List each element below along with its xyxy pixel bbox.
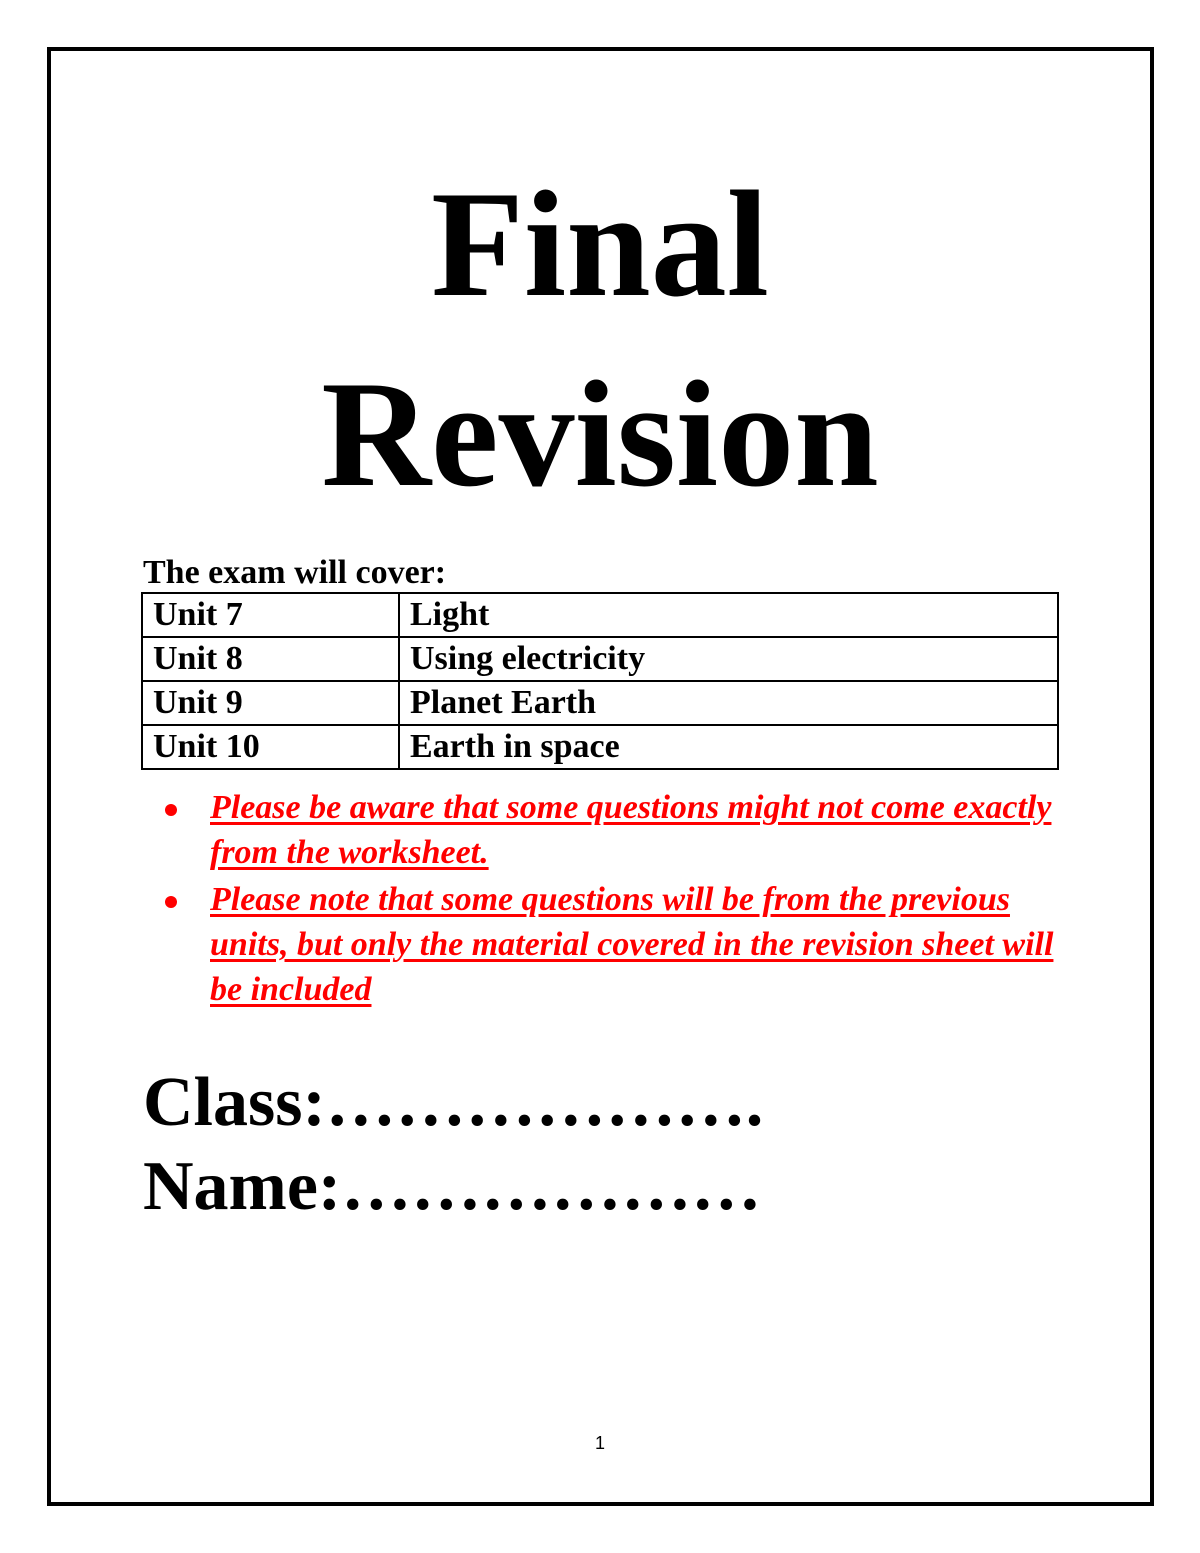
bullet-icon (165, 804, 177, 816)
unit-cell: Unit 8 (142, 637, 399, 681)
topic-cell: Light (399, 593, 1058, 637)
title-line-revision: Revision (321, 350, 879, 518)
topic-cell: Earth in space (399, 725, 1058, 769)
unit-cell: Unit 10 (142, 725, 399, 769)
unit-cell: Unit 7 (142, 593, 399, 637)
note-text: Please be aware that some questions might not come exactly from the worksheet. (210, 789, 1052, 871)
table-row (142, 681, 1058, 725)
class-field: Class:………………. (143, 1064, 764, 1141)
note-text: Please note that some questions will be from the previous units, but only the material covered in the revision sheet will be included (210, 881, 1054, 1008)
bullet-icon (165, 896, 177, 908)
unit-cell: Unit 9 (142, 681, 399, 725)
topic-cell: Planet Earth (399, 681, 1058, 725)
exam-cover-label: The exam will cover: (143, 554, 447, 591)
table-row (142, 593, 1058, 637)
page-number: 1 (594, 1433, 605, 1453)
table-row (142, 725, 1058, 769)
topic-cell: Using electricity (399, 637, 1058, 681)
name-field: Name:……………… (143, 1148, 762, 1225)
notes-list (160, 785, 1060, 1014)
units-table (141, 592, 1059, 770)
list-item (160, 785, 1060, 875)
table-row (142, 637, 1058, 681)
list-item (160, 877, 1060, 1012)
title-line-final: Final (431, 160, 769, 328)
